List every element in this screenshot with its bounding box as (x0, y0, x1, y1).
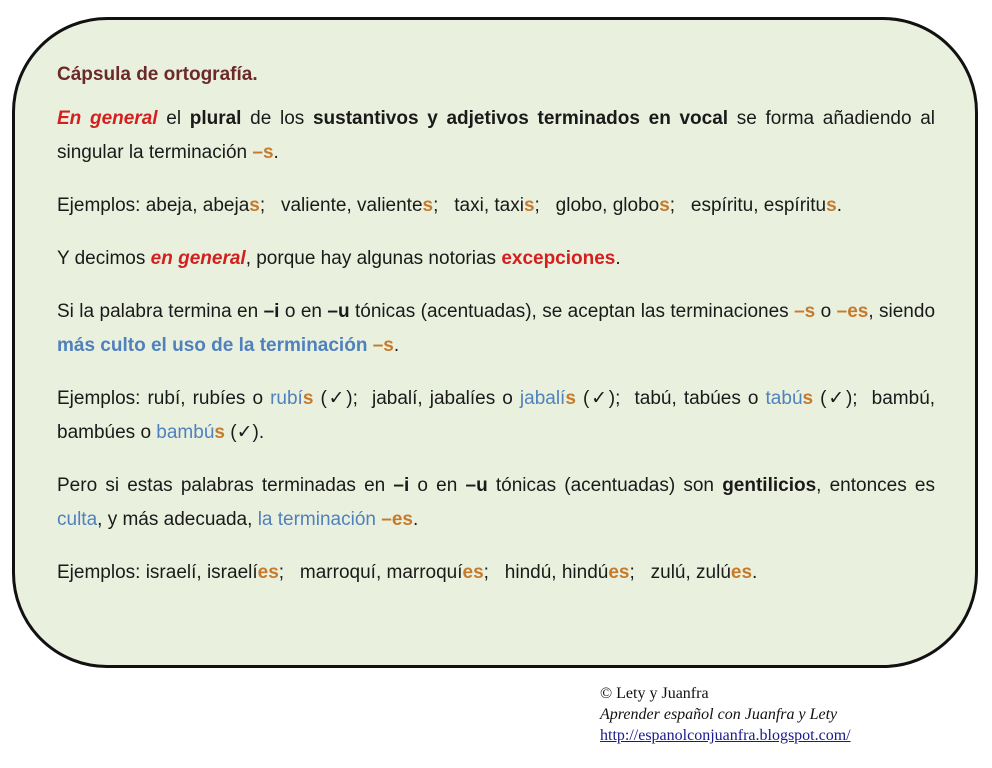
bold-text: –i (393, 475, 410, 496)
suffix: s (565, 388, 576, 409)
copyright-line: © Lety y Juanfra (600, 685, 709, 702)
ending-highlight: –s (252, 142, 274, 163)
ending-highlight: –s (372, 335, 394, 356)
text: de los (241, 108, 313, 129)
cultured-highlight: la terminación (257, 509, 376, 530)
word: jabalíes (429, 388, 496, 409)
word: espíritu (763, 195, 827, 216)
bold-text: –i (263, 301, 280, 322)
word: zulú (650, 562, 686, 583)
examples-paragraph-3: Ejemplos: israelí, israelíes; marroquí, marroquíes; hindú, hindúes; zulú, zulúes. (57, 562, 758, 583)
bold-text: plural (189, 108, 242, 129)
bold-text: sustantivos y adjetivos terminados en vocal (312, 108, 729, 129)
suffix: es (257, 562, 279, 583)
word: zulú (696, 562, 731, 583)
text: se forma añadiendo al singular la terminación (57, 108, 935, 163)
cultured-highlight: más culto el uso de la terminación (57, 335, 368, 356)
capsule-content (57, 58, 935, 609)
check-icon: (✓) (820, 388, 853, 409)
word: marroquí (386, 562, 463, 583)
word: abeja (145, 195, 193, 216)
word: jabalí (371, 388, 418, 409)
word: tabú (634, 388, 672, 409)
preferred-word: bambú (156, 422, 215, 443)
suffix: s (422, 195, 434, 216)
word: espíritu (690, 195, 754, 216)
word: valiente (280, 195, 347, 216)
examples-label: Ejemplos: (57, 562, 146, 583)
word: tabúes (683, 388, 741, 409)
word: bambúes (57, 422, 136, 443)
text: . (615, 248, 621, 269)
suffix: s (249, 195, 260, 216)
word: rubí (147, 388, 181, 409)
suffix: es (608, 562, 630, 583)
text: o en (409, 475, 466, 496)
text: , entonces es (816, 475, 935, 496)
examples-paragraph-1: Ejemplos: abeja, abejas; valiente, valientes; taxi, taxis; globo, globos; espíritu, espíritus. (57, 195, 842, 216)
word: hindú (504, 562, 552, 583)
word: valiente (357, 195, 423, 216)
text: Y decimos (57, 248, 151, 269)
word: marroquí (299, 562, 376, 583)
word: hindú (561, 562, 609, 583)
ending-highlight: –es (381, 509, 413, 530)
word: taxi (494, 195, 524, 216)
stressed-ending-paragraph (57, 295, 935, 363)
suffix: es (462, 562, 484, 583)
text: . (273, 142, 279, 163)
text: tónicas (acentuadas) son (487, 475, 723, 496)
suffix: s (523, 195, 535, 216)
preferred-word: jabalí (519, 388, 566, 409)
text: o en (279, 301, 328, 322)
word: globo (612, 195, 660, 216)
demonym-paragraph (57, 469, 935, 537)
word: bambú (871, 388, 930, 409)
credit-subtitle: Aprender español con Juanfra y Lety (600, 706, 838, 723)
text: . (393, 335, 400, 356)
bold-text: gentilicios (722, 475, 817, 496)
exceptions-highlight: excepciones (501, 248, 616, 269)
word: israelí (206, 562, 258, 583)
suffix: s (214, 422, 225, 443)
word: globo (555, 195, 603, 216)
preferred-word: tabú (765, 388, 803, 409)
blog-link[interactable]: http://espanolconjuanfra.blogspot.com/ (600, 727, 851, 744)
word: taxi (454, 195, 484, 216)
check-icon: (✓) (320, 388, 353, 409)
suffix: s (802, 388, 814, 409)
text: , porque hay algunas notorias (245, 248, 502, 269)
check-icon: (✓) (582, 388, 616, 409)
check-icon: (✓) (230, 422, 259, 443)
text: tónicas (acentuadas), se aceptan las terminaciones (349, 301, 795, 322)
suffix: s (659, 195, 670, 216)
ending-highlight: –s (794, 301, 816, 322)
suffix: es (730, 562, 753, 583)
bold-text: –u (327, 301, 350, 322)
text: el (157, 108, 190, 129)
suffix: s (826, 195, 837, 216)
text: Si la palabra termina en (57, 301, 264, 322)
word: abeja (202, 195, 250, 216)
suffix: s (302, 388, 314, 409)
word: israelí (145, 562, 197, 583)
text: . (412, 509, 419, 530)
examples-label: Ejemplos: (57, 388, 148, 409)
capsule-title: Cápsula de ortografía. (57, 64, 258, 85)
examples-paragraph-2: Ejemplos: rubí, rubíes o rubís (✓); jabalí, jabalíes o jabalís (✓); tabú, tabúes o tabús (✓); bambú, bambúes o bambús (✓). (57, 388, 936, 443)
text: , y más adecuada, (97, 509, 258, 530)
emphasis-text: En general (57, 108, 158, 129)
text: , siendo (868, 301, 936, 322)
text: Pero si estas palabras terminadas en (57, 475, 394, 496)
text: o (815, 301, 837, 322)
ending-highlight: –es (836, 301, 869, 322)
word: rubíes (192, 388, 246, 409)
examples-label: Ejemplos: (57, 195, 146, 216)
preferred-word: rubí (270, 388, 303, 409)
emphasis-text: en general (150, 248, 246, 269)
cultured-highlight: culta (57, 509, 98, 530)
exception-paragraph (57, 242, 935, 276)
credit-block (600, 683, 851, 746)
rule-paragraph (57, 102, 935, 170)
bold-text: –u (465, 475, 488, 496)
